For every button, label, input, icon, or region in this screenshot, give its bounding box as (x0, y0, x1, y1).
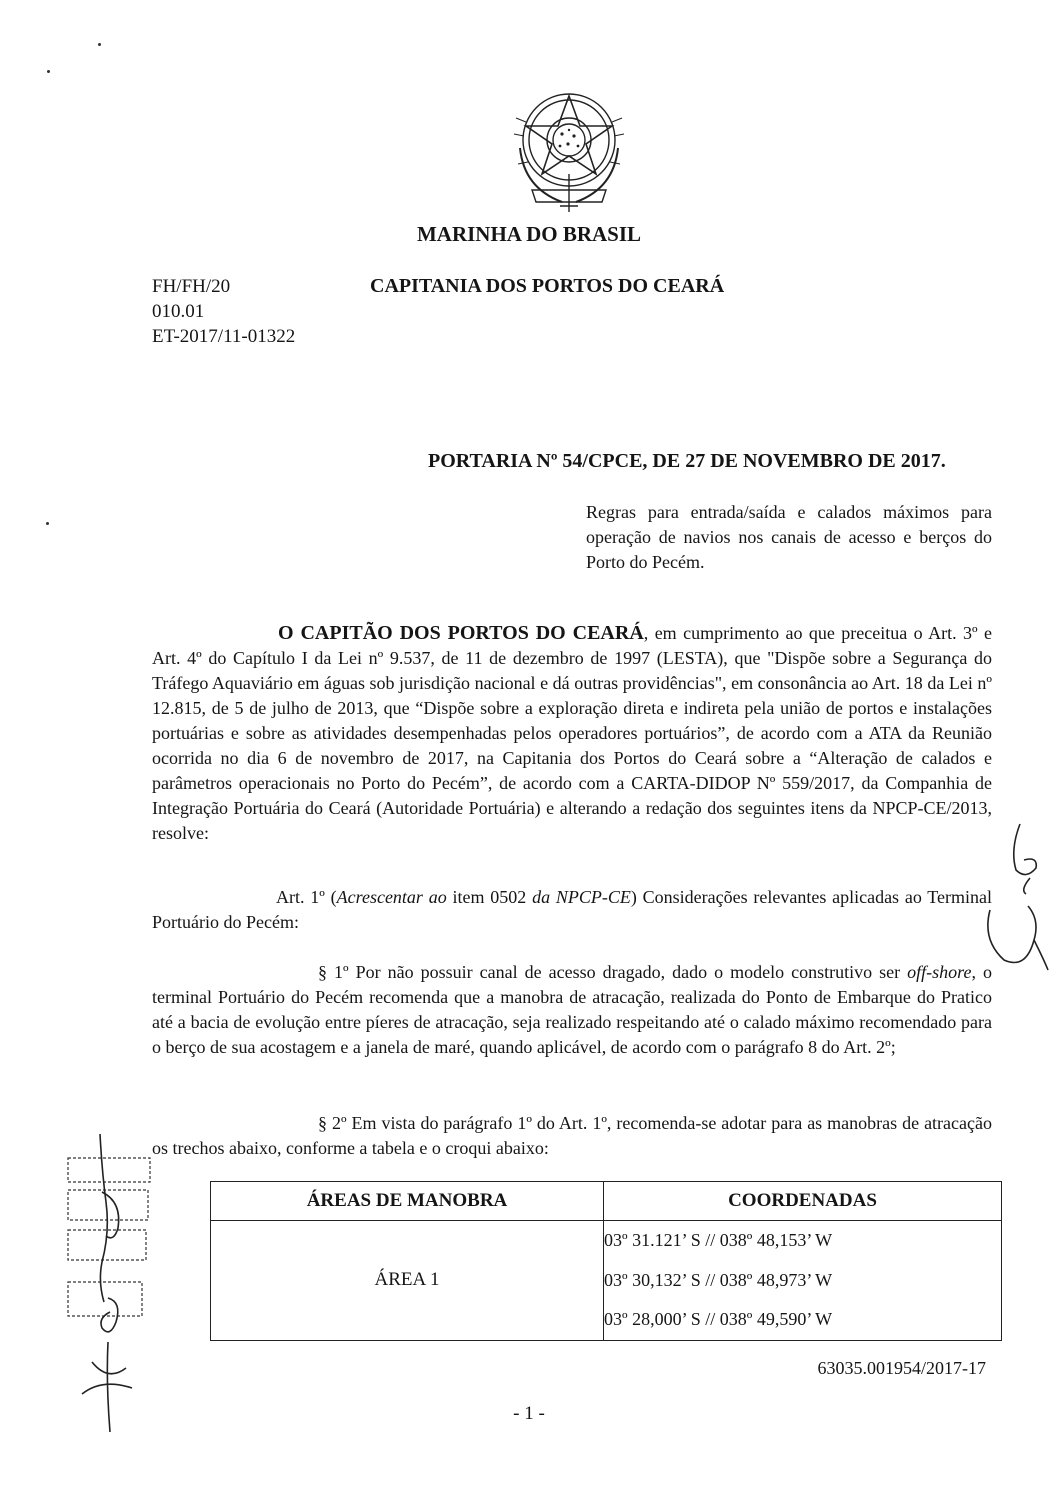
document-title: PORTARIA Nº 54/CPCE, DE 27 DE NOVEMBRO DE 2017. (428, 450, 946, 472)
article-label: Art. 1º ( (276, 887, 337, 907)
preamble-text: , em cumprimento ao que preceitua o Art. 3º e Art. 4º do Capítulo I da Lei nº 9.537, de 11 de dezembro de 1997 (LESTA), que "Dispõe sobre a Segurança do Tráfego Aquaviário em águas sob jurisdição nacional e dá outras providências", em consonância ao Art. 18 da Lei nº 12.815, de 5 de julho de 2013, que “Dispõe sobre a exploração direta e indireta pela união de portos e instalações portuárias e sobre as atividades desempenhadas pelos operadores portuários”, de acordo com a ATA da Reunião ocorrida no dia 6 de novembro de 2017, na Capitania dos Portos do Ceará sobre a “Alteração de calados e parâmetros operacionais no Porto do Pecém”, de acordo com a CARTA-DIDOP Nº 559/2017, da Companhia de Integração Portuária do Ceará (Autoridade Portuária) e alterando a redação dos seguintes itens da NPCP-CE/2013, resolve: (152, 623, 992, 843)
article-text: ) Considerações relevantes aplicadas ao Terminal Portuário do Pecém: (152, 887, 992, 932)
reference-code: ET-2017/11-01322 (152, 326, 296, 347)
article-text: item 0502 (446, 887, 533, 907)
area-cell: ÁREA 1 (211, 1221, 604, 1341)
article-1 (152, 885, 992, 935)
scan-speck (47, 70, 50, 73)
scan-speck (98, 43, 101, 46)
table-header: ÁREAS DE MANOBRA (211, 1182, 604, 1221)
coordinates-cell (604, 1221, 1002, 1341)
article-italic: Acrescentar ao (336, 887, 447, 907)
preamble-lead: O CAPITÃO DOS PORTOS DO CEARÁ (278, 622, 644, 644)
preamble-paragraph (152, 621, 992, 846)
paragraph-1 (152, 960, 992, 1060)
coordinate: 03º 31.121’ S // 038º 48,153’ W (604, 1230, 833, 1250)
table-header: COORDENADAS (604, 1182, 1002, 1221)
paragraph-italic: off-shore (907, 962, 972, 982)
scan-speck (46, 522, 49, 525)
reference-codes (152, 274, 295, 349)
ementa: Regras para entrada/saída e calados máximos para operação de navios nos canais de acesso e berços do Porto do Pecém. (586, 502, 992, 572)
paragraph-text: , o terminal Portuário do Pecém recomenda que a manobra de atracação, realizada do Ponto de Embarque do Pratico até a bacia de evolução entre píeres de atracação, seja realizado respeitando até o calado máximo recomendado para o berço de sua acostagem e a janela de maré, quando aplicável, de acordo com o parágrafo 8 do Art. 2º; (152, 962, 992, 1057)
maneuver-areas-table (210, 1181, 1002, 1341)
brazil-coat-of-arms-icon (502, 78, 636, 218)
department-title: CAPITANIA DOS PORTOS DO CEARÁ (370, 275, 725, 297)
coordinate: 03º 30,132’ S // 038º 48,973’ W (604, 1269, 833, 1290)
page-number: - 1 - (513, 1403, 545, 1424)
table-row (211, 1221, 1002, 1341)
table-header-row (211, 1182, 1002, 1221)
article-italic: da NPCP-CE (532, 887, 631, 907)
protocol-number: 63035.001954/2017-17 (817, 1358, 986, 1378)
reference-code: FH/FH/20 (152, 276, 231, 297)
handwritten-initials-icon (960, 820, 1050, 980)
paragraph-2: § 2º Em vista do parágrafo 1º do Art. 1º, recomenda-se adotar para as manobras de atracação os trechos abaixo, conforme a tabela e o croqui abaixo: (152, 1113, 992, 1158)
coordinate: 03º 28,000’ S // 038º 49,590’ W (604, 1309, 833, 1329)
approval-stamp-icon (62, 1132, 154, 1452)
reference-code: 010.01 (152, 301, 205, 322)
paragraph-text: § 1º Por não possuir canal de acesso dragado, dado o modelo construtivo ser (318, 962, 908, 982)
organization-title: MARINHA DO BRASIL (416, 222, 642, 246)
